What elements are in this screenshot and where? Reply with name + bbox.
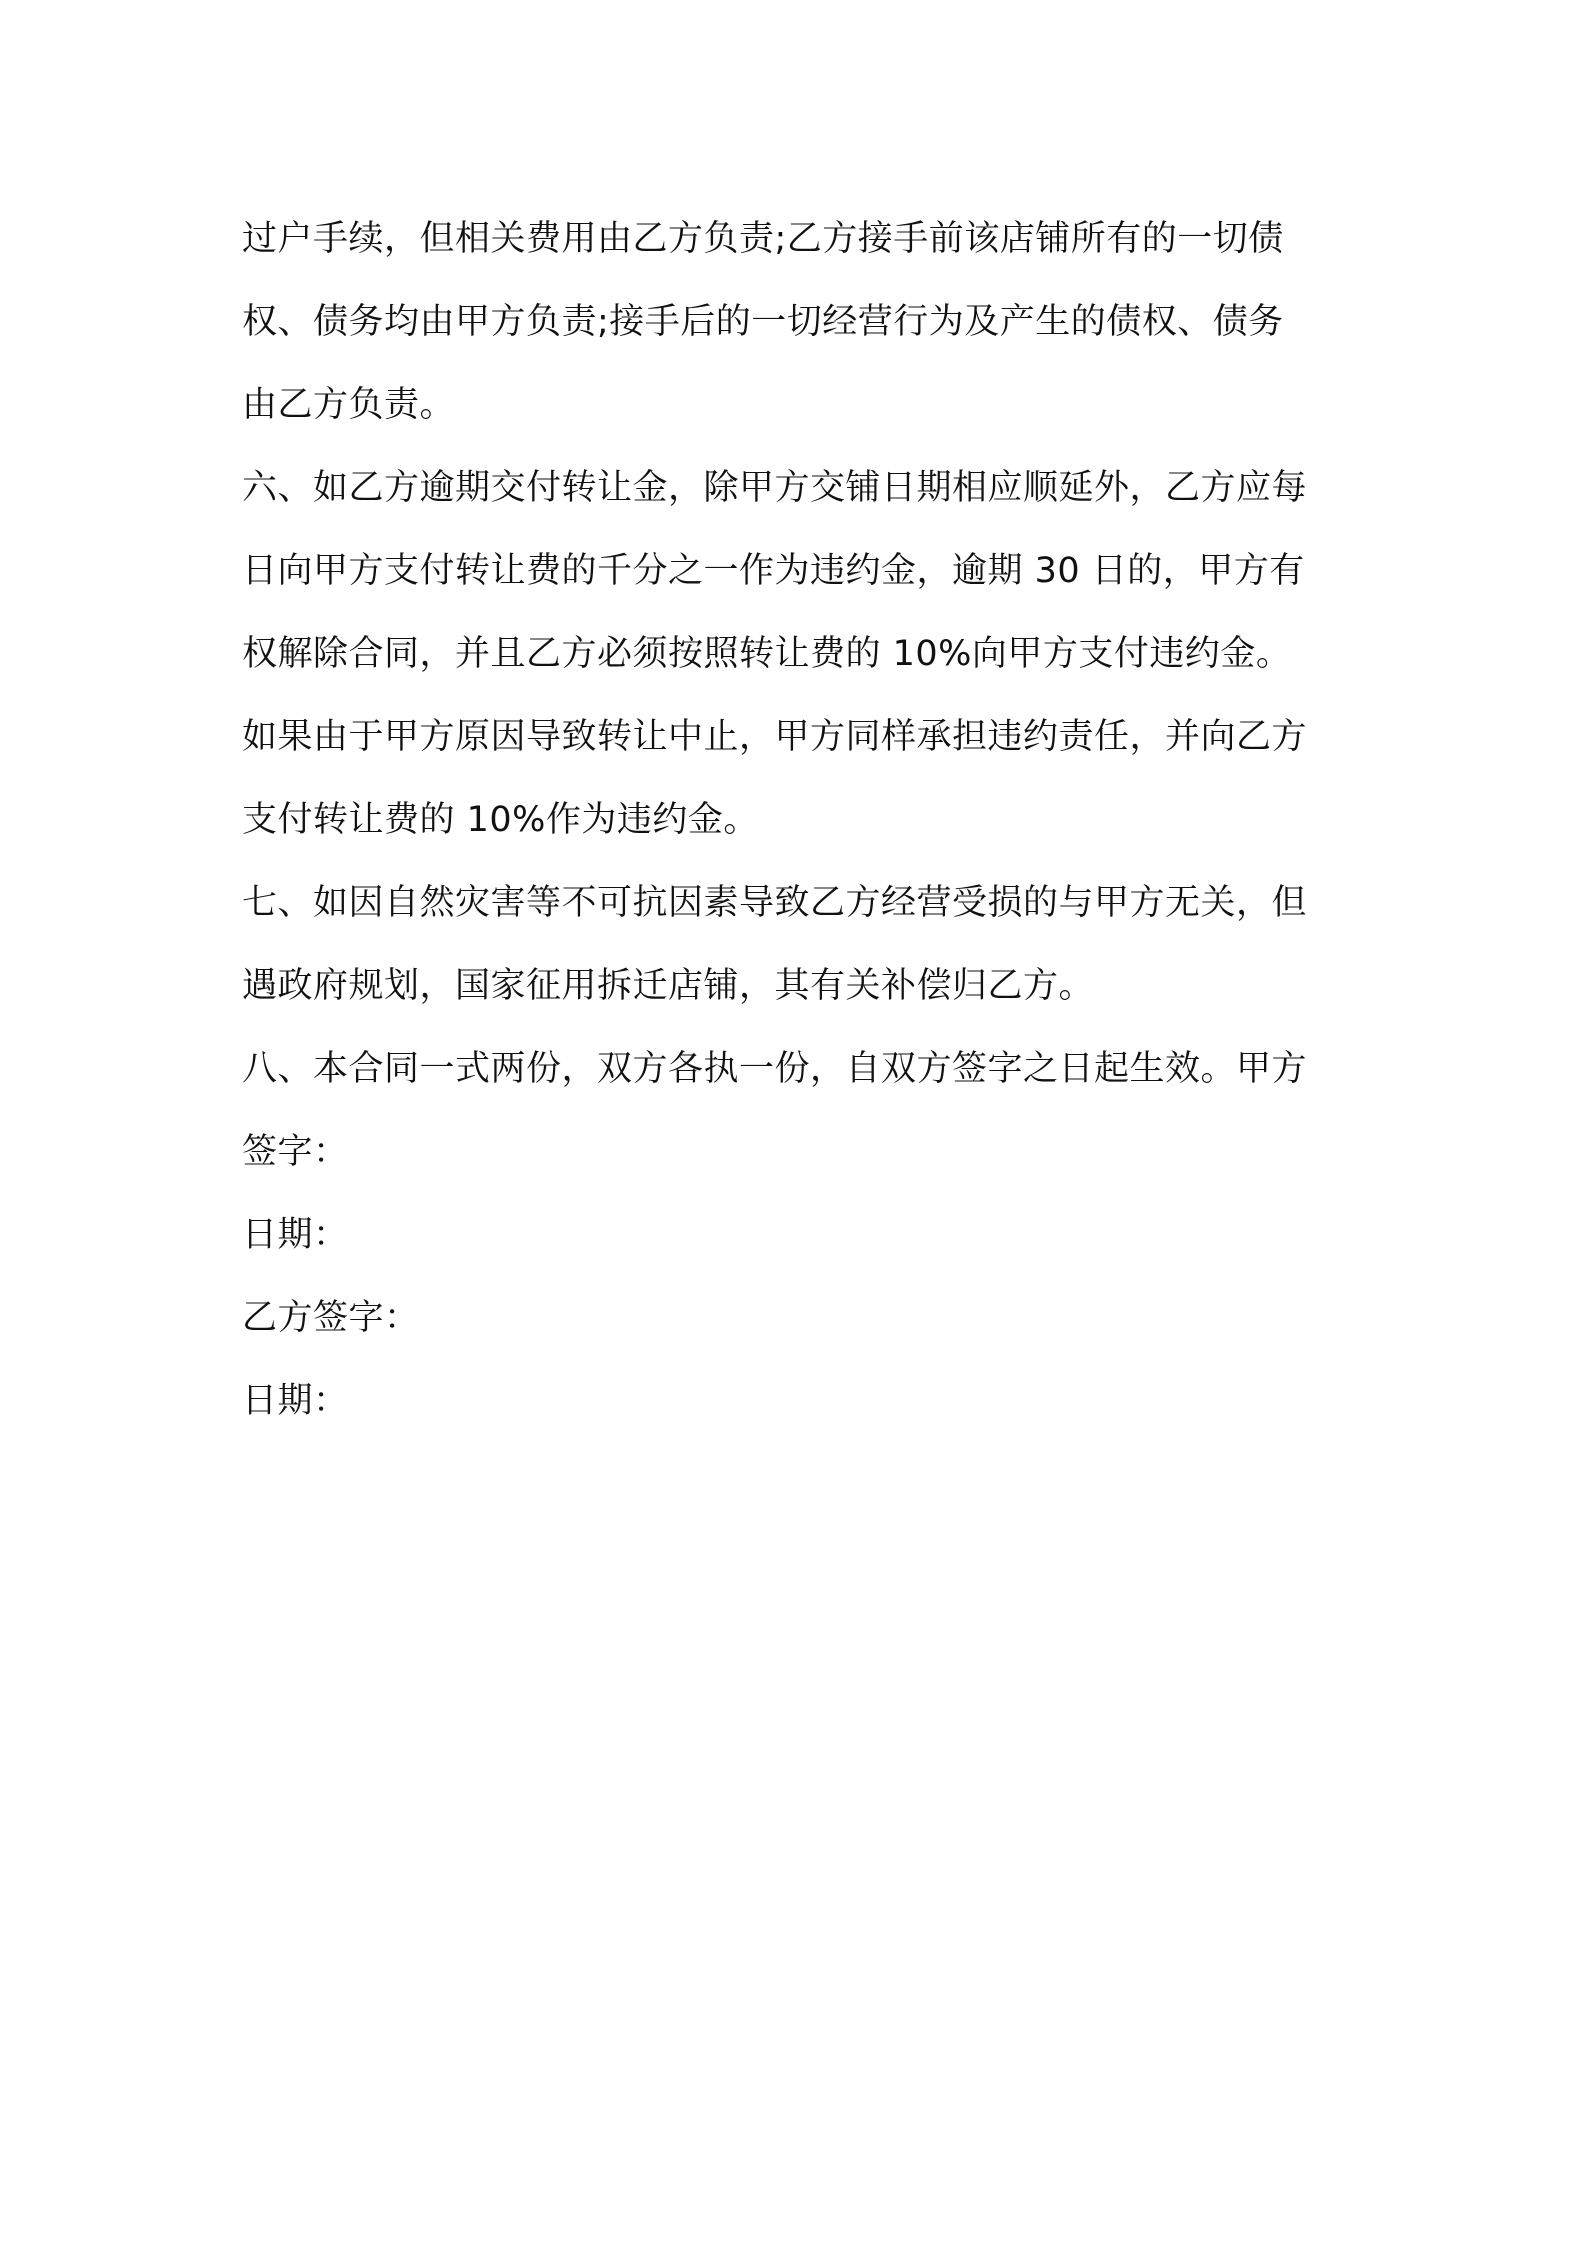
party-b-date-label: 日期： <box>242 1381 349 1421</box>
contract-line-clause5-cont-2: 权、债务均由甲方负责;接手后的一切经营行为及产生的债权、债务 <box>242 302 1284 342</box>
contract-line-clause8-1: 八、本合同一式两份，双方各执一份，自双方签字之日起生效。甲方 <box>242 1049 1308 1089</box>
contract-line-clause6-4: 如果由于甲方原因导致转让中止，甲方同样承担违约责任，并向乙方 <box>242 717 1308 757</box>
contract-text-body <box>242 198 1362 1443</box>
contract-line-clause7-1: 七、如因自然灾害等不可抗因素导致乙方经营受损的与甲方无关，但 <box>242 883 1308 923</box>
party-a-date-label: 日期： <box>242 1215 349 1255</box>
contract-line-clause5-cont-1: 过户手续，但相关费用由乙方负责;乙方接手前该店铺所有的一切债 <box>242 219 1284 259</box>
contract-line-clause7-2: 遇政府规划，国家征用拆迁店铺，其有关补偿归乙方。 <box>242 966 1095 1006</box>
contract-line-clause6-5: 支付转让费的 10%作为违约金。 <box>242 800 759 840</box>
contract-line-clause5-cont-3: 由乙方负责。 <box>242 385 456 425</box>
party-b-signature-label: 乙方签字： <box>242 1298 420 1338</box>
contract-line-clause6-2: 日向甲方支付转让费的千分之一作为违约金，逾期 30 日的，甲方有 <box>242 551 1305 591</box>
party-a-signature-label: 签字： <box>242 1132 349 1172</box>
contract-line-clause6-3: 权解除合同，并且乙方必须按照转让费的 10%向甲方支付违约金。 <box>242 634 1292 674</box>
contract-line-clause6-1: 六、如乙方逾期交付转让金，除甲方交铺日期相应顺延外，乙方应每 <box>242 468 1308 508</box>
